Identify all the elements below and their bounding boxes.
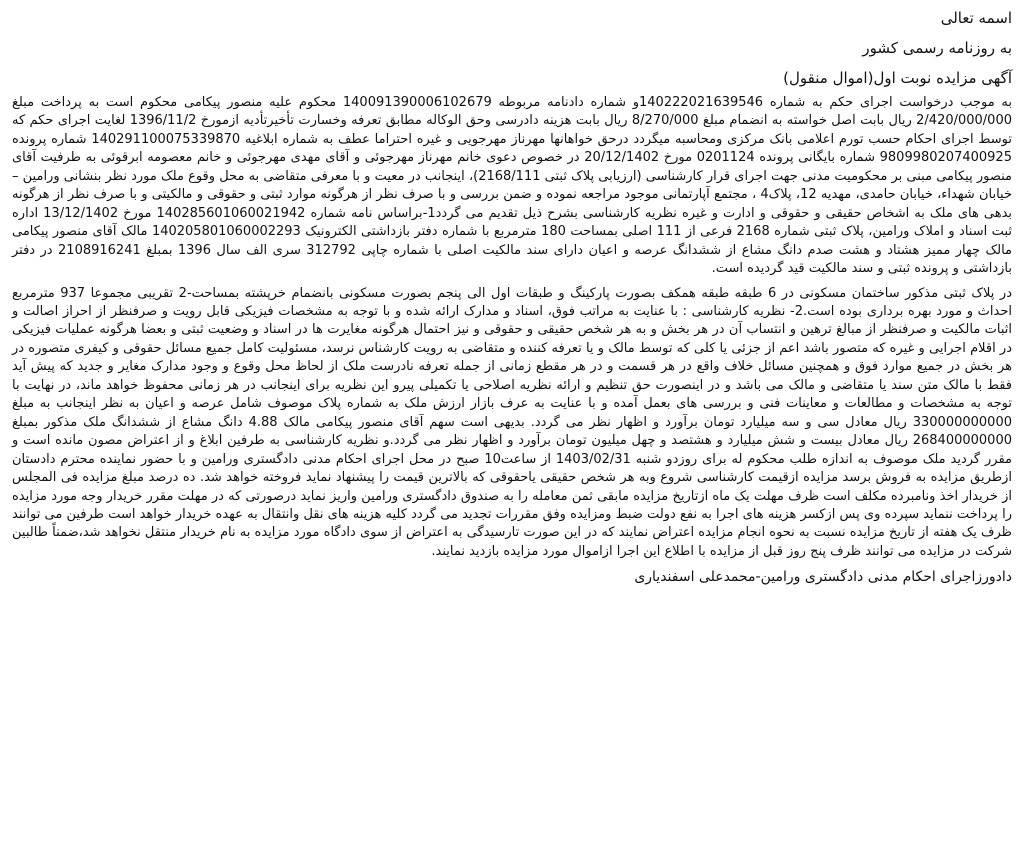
religious-heading: اسمه تعالی (940, 9, 1012, 27)
body-paragraph-1: به موجب درخواست اجرای حکم به شماره 140222021639546و شماره دادنامه مربوطه 140091390006102679 محکوم علیه منصور پیکامی محکوم است به پرداخت مبلغ 2/420/000/000 ریال بابت اصل خواسته به انضمام مبلغ 8/270/000 ریال بابت هزینه دادرسی وحق الوکاله مطابق تعرفه وخسارت تأخیرتأدیه ازمورخ 1396/11/2 لغایت اجرای حکم که توسط اجرای احکام حسب تورم اعلامی بانک مرکزی ومحاسبه میگردد درحق خواهانها مهرناز مهرجویی و غیره احتراما عطف به شماره ابلاغیه 140291100075339870 شماره پرونده 9809980207400925 شماره بایگانی پرونده 0201124 مورخ 20/12/1402 در خصوص دعوی خانم مهرناز مهرجوئی و آقای مهدی مهرجوئی و خانم معصومه ابرقوئی به طرفیت آقای منصور پیکامی مبنی بر محکومیت مدنی جهت اجرای قرار کارشناسی (ارزیابی پلاک ثبتی 2168/111)، اینجانب در معیت و با معرفی متقاضی به محل وقوع ملک مورد نظر بنشانی ورامین – خیابان شهداء، خیابان حامدی، مهدیه 12، پلاک4 ، مجتمع آپارتمانی موجود مراجعه نموده و ضمن بررسی و با صرف نظر از هرگونه موارد ثبتی و حقوقی و مالکیتی و با صرف نظر از هرگونه بدهی های ملک به اشخاص حقیقی و حقوقی و ادارت و غیره نظریه کارشناسی بشرح ذیل تقدیم می گردد1-براساس نامه شماره 140285601060021942 مورخ 13/12/1402 اداره ثبت اسناد و املاک ورامین، پلاک ثبتی شماره 2168 فرعی از 111 اصلی بمساحت 180 مترمربع با شماره دفتر بازداشتی الکترونیک 140205801060002293 مالک آقای منصور پیکامی مالک چهار ممیز هشتاد و هشت صدم دانگ مشاع از ششدانگ عرصه و اعیان دارای سند مالکیت اصلی با شماره چاپی 312792 سری الف سال 1396 بمبلغ 2108916241 در دفتر بازداشتی و پرونده ثبتی و سند مالکیت قید گردیده است. (12, 95, 1013, 277)
body-paragraph-2: در پلاک ثبتی مذکور ساختمان مسکونی در 6 طبقه طبقه همکف بصورت پارکینگ و طبقات اول الی پنجم بصورت مسکونی بانضمام خرپشته بمساحت-2 تقریبی مجموعا 937 مترمربع احداث و مورد بهره برداری بوده است.2- نظریه کارشناسی : با عنایت به مراتب فوق، اسناد و مدارک ارائه شده و با توجه به مشخصات فیزیکی قابل رویت و صرفنظر از احراز اصالت و اثبات مالکیت و صرفنظر از مبالغ ترهین و انتساب آن در هر بخش و به هر شخص حقیقی و حقوقی و نیز احتمال هرگونه مغایرت ها در اسناد و وضعیت ثبتی و بعضا هرگونه عملیات فیزیکی در اقلام اجرایی و غیره که متصور باشد اعم از جزئی یا کلی که توسط مالک و یا تعرفه کننده و متقاضی به رویت کارشناس نرسد، مسئولیت کامل جمیع مسائل حقوقی و کیفری متصوره در هر بخش در جمیع موارد فوق و همچنین مسائل خلاف واقع در هر قسمت و در هر مقطع زمانی از جمله تعرفه نادرست ملک از لحاظ محل وقوع و وجود مدارک مغایر و جدید که پیش آید فقط با مالک متن سند یا متقاضی و مالک می باشد و در اینصورت حق تنظیم و ارائه نظریه اصلاحی یا تکمیلی پیرو این نظریه برای اینجانب در هر زمانی محفوظ خواهد ماند، در نهایت با توجه به مشخصات و مطالعات و معاینات فنی و بررسی های بعمل آمده و با عنایت به عرف بازار ارزش ملک به شماره پلاک موصوف شامل عرصه و اعیان به نظر اینجانب به مبلغ 330000000000 ریال معادل سی و سه میلیارد تومان برآورد و اظهار نظر می گردد. بدیهی است سهم آقای منصور پیکامی مالک 4.88 دانگ مشاع از ششدانگ ملک مذکور بمبلغ 268400000000 ریال معادل بیست و شش میلیارد و هشتصد و چهل میلیون تومان برآورد و اظهار نظر می گردد.و نظریه کارشناسی به طرفین ابلاغ و از اعتراض مصون مانده است و مقرر گردید ملک موصوف به اندازه طلب محکوم له برای روزدو شنبه 1403/02/31 از ساعت10 صبح در محل اجرای احکام مدنی دادگستری ورامین و با حضور نماینده محترم دادستان ازطریق مزایده به فروش برسد مزایده ازقیمت کارشناسی شروع وبه هر شخص حقیقی یاحقوقی که بالاترین قیمت را پیشنهاد نماید فروخته خواهد شد. ده درصد مبلغ مزایده فی المجلس از خریدار اخذ ونامبرده مکلف است ظرف مهلت یک ماه ازتاریخ مزایده مابقی ثمن معامله را به صندوق دادگستری ورامین واریز نماید درصورتی که در مهلت مقرر خریدار وجه مورد مزایده را پرداخت ننماید سپرده وی پس ازکسر هزینه های اجرا به نفع دولت ضبط ومزایده وفق مقررات تجدید می گردد کلیه هزینه های نقل وانتقال به عهده خریدار خواهد است طرفین می توانند ظرف یک هفته از تاریخ مزایده نسبت به نحوه انجام مزایده اعتراض نمایند که در این صورت تارسیدگی به اعتراض از سوی دادگاه مورد مزایده به نام خریدار منتقل نخواهد شد،ضمناً طالبین شرکت در مزایده می توانند ظرف پنج روز قبل از مزایده با اطلاع این اجرا ازاموال مورد مزایده بازدید نمایند. (12, 285, 1012, 559)
signature-line: دادورزاجرای احکام مدنی دادگستری ورامین-محمدعلی اسفندیاری (634, 569, 1012, 586)
notice-title: آگهی مزایده نوبت اول(اموال منقول) (783, 69, 1012, 87)
addressee-line: به روزنامه رسمی کشور (862, 39, 1012, 57)
